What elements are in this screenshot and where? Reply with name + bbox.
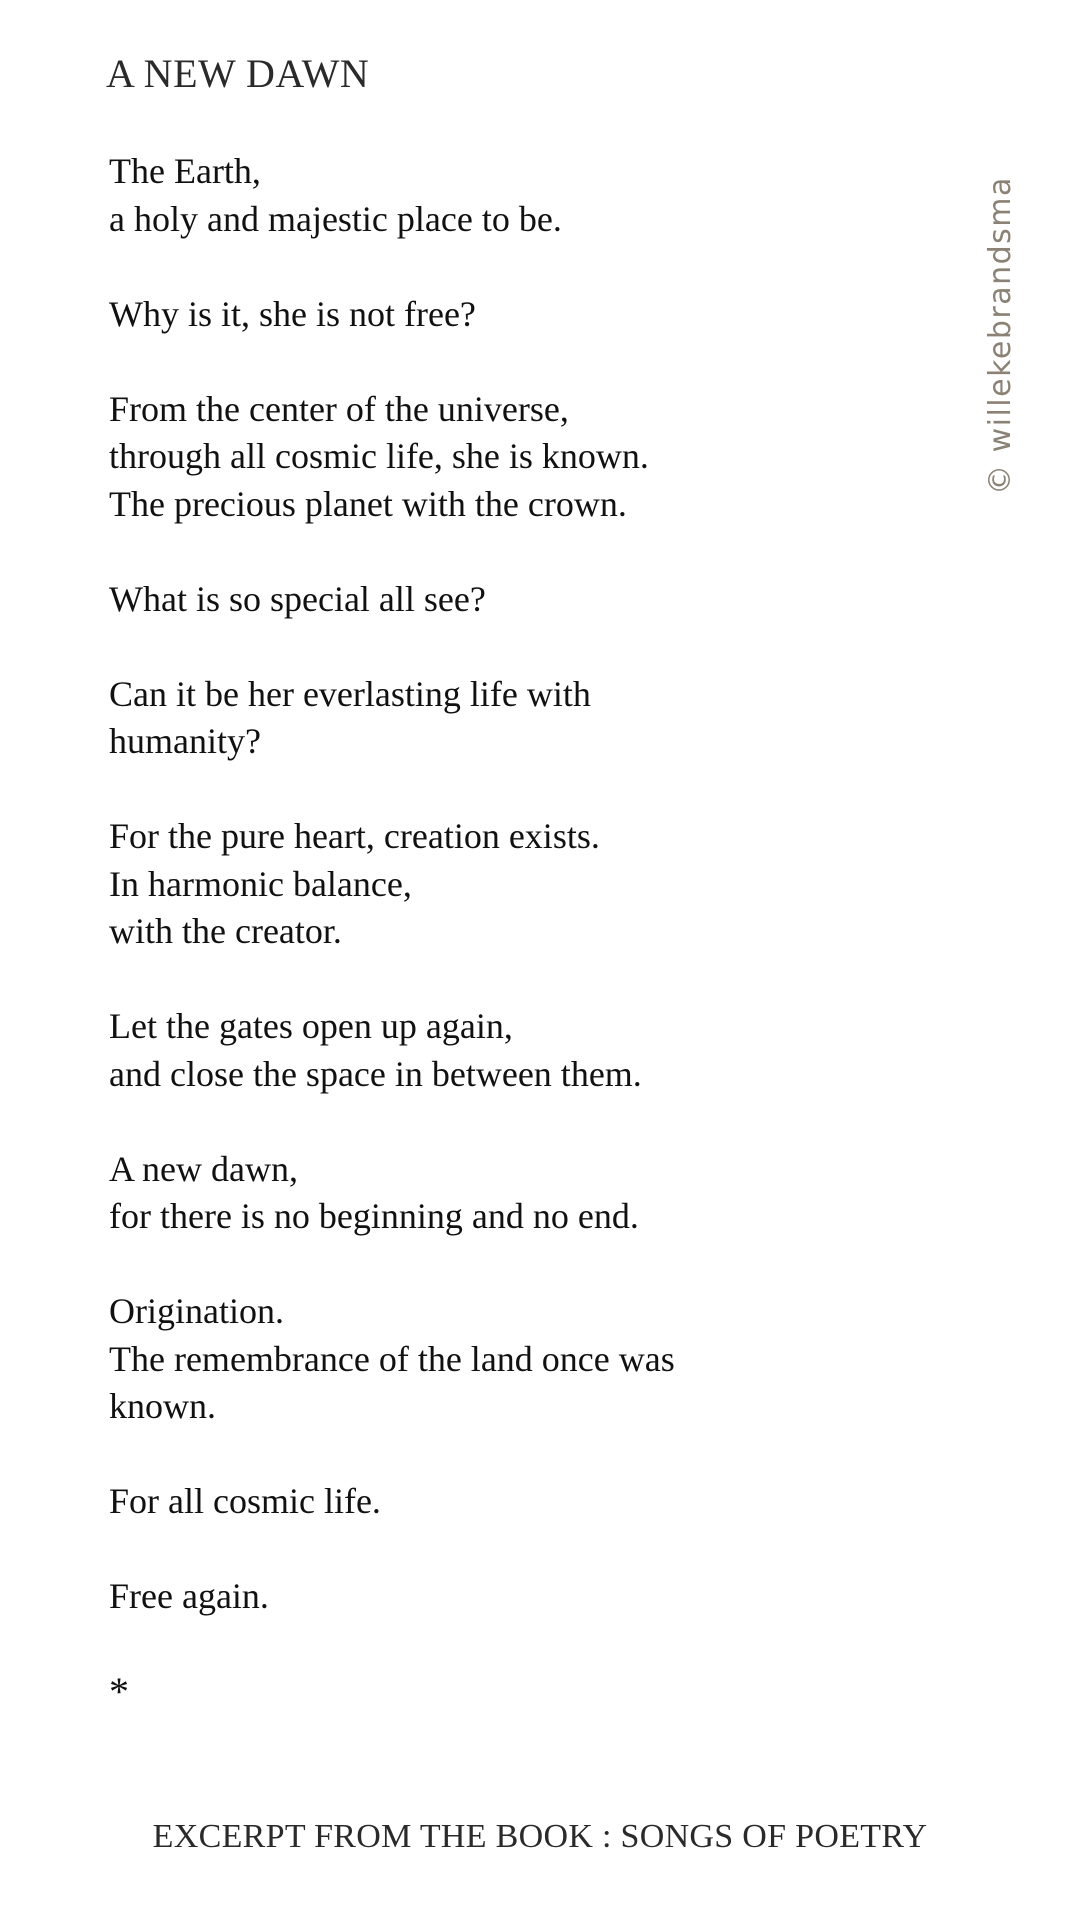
poem-line: Let the gates open up again, — [109, 1006, 513, 1046]
poem-line: From the center of the universe, — [109, 388, 569, 429]
poem-line: with the creator. — [109, 911, 342, 951]
poem-line: Why is it, she is not free? — [109, 293, 476, 334]
stanza-5 — [109, 671, 869, 766]
stanza-3 — [109, 386, 869, 529]
stanza-1 — [109, 148, 869, 243]
poem-line: The remembrance of the land once was — [109, 1338, 675, 1379]
poem-line: a holy and majestic place to be. — [109, 198, 562, 239]
end-mark: * — [109, 1669, 129, 1714]
poem-line: known. — [109, 1386, 216, 1426]
poem-line: For all cosmic life. — [109, 1481, 381, 1521]
stanza-7 — [109, 1003, 869, 1098]
poem-line: humanity? — [109, 721, 261, 761]
poem-line: for there is no beginning and no end. — [109, 1196, 639, 1236]
poem-line: In harmonic balance, — [109, 863, 412, 904]
stanza-4 — [109, 576, 869, 624]
watermark-text: © willekebrandsma — [982, 175, 1018, 495]
poem-line: A new dawn, — [109, 1148, 298, 1189]
book-excerpt-footer: EXCERPT FROM THE BOOK : SONGS OF POETRY — [152, 1818, 928, 1855]
stanza-11 — [109, 1573, 869, 1621]
stanza-10 — [109, 1478, 869, 1526]
stanza-9 — [109, 1288, 869, 1431]
copyright-watermark — [978, 175, 1022, 495]
poem-line: Can it be her everlasting life with — [109, 673, 591, 714]
poem-body — [109, 148, 869, 1763]
poem-line: through all cosmic life, she is known. — [109, 436, 649, 476]
stanza-2 — [109, 291, 869, 339]
poem-title: A NEW DAWN — [106, 51, 370, 96]
poem-line: The precious planet with the crown. — [109, 483, 627, 524]
poem-line: and close the space in between them. — [109, 1053, 642, 1094]
poem-line: Free again. — [109, 1576, 269, 1616]
stanza-8 — [109, 1146, 869, 1241]
stanza-6 — [109, 813, 869, 956]
poem-line: What is so special all see? — [109, 578, 486, 619]
poem-line: Origination. — [109, 1291, 284, 1331]
poem-line: The Earth, — [109, 151, 261, 191]
poem-line: For the pure heart, creation exists. — [109, 816, 600, 856]
